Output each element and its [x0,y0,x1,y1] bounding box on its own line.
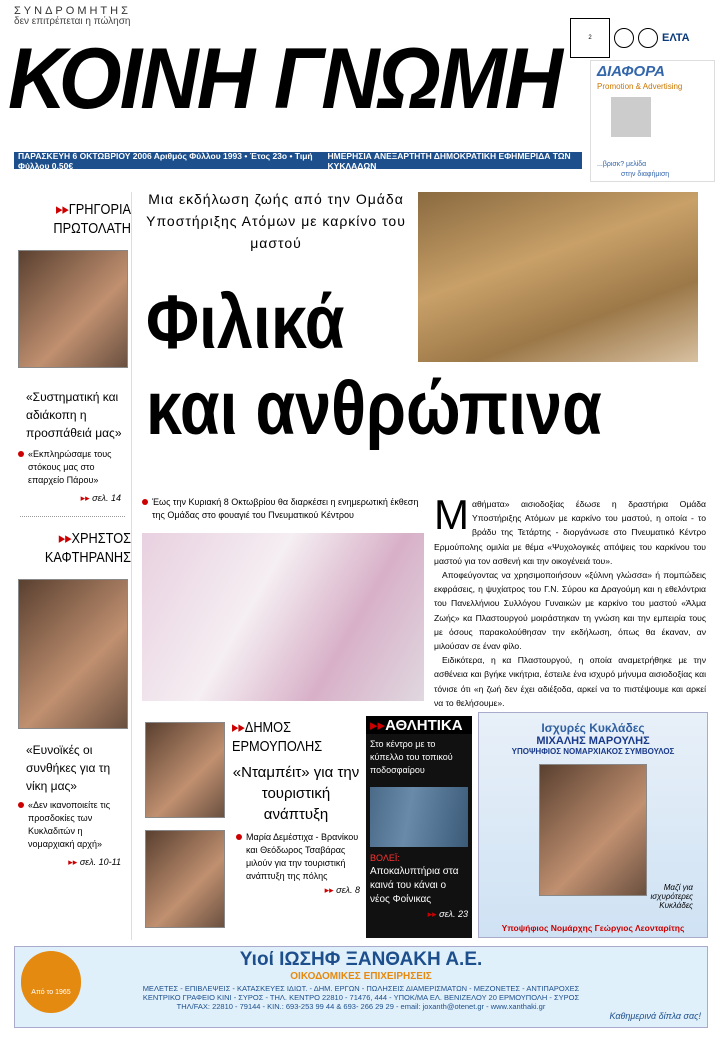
exhibition-photo [142,533,424,701]
publisher-logos [570,18,690,58]
athletics-text2: Αποκαλυπτήρια στα καινά του κάναι ο νέος Φοίνικας [370,866,459,905]
ad-sub: Promotion & Advertising [597,82,683,91]
bullet-1: «Εκπληρώσαμε τους στόκους μας στο επαρχείο Πάρου» [14,448,131,487]
divider [20,516,125,517]
candidate-slogan: Ισχυρές Κυκλάδες [541,721,645,735]
badge-logo: Από το 1965 [21,951,81,1013]
columnist-photo-1 [18,250,128,368]
quote-2: «Ευνοϊκές οι συνθήκες για τη νίκη μας» [26,743,111,793]
ad-line2: ΚΕΝΤΡΙΚΟ ΓΡΑΦΕΙΟ ΚΙΝΙ - ΣΥΡΟΣ - ΤΗΛ. ΚΕΝΤΡΟ 22810 - 71476, 444 - ΥΠΟΚ/ΜΑ ΕΛ. ΒΕΝΙΖΕΛΟΥ 20 ΕΡΜΟΥΠΟΛΗ - ΣΥΡΟΣ [142,993,580,1002]
para-3: Ειδικότερα, η κα Πλαστουργού, η οποία αναμετρήθηκε με την ασθένεια και βγήκε νικήτρια, έστειλε ένα ισχυρό μήνυμα αισιοδοξίας και τόνισε ότι «η ζωή δεν έχει αδιέξοδα, αρκεί να το πιστέψουμε και αρκεί να το θελήσουμε». [434,655,706,708]
bullet-2: «Δεν ικανοποιείτε τις προσδοκίες των Κυκλαδιτών η νομαρχιακή αρχή» [14,799,131,851]
dimos-headline: «Νταμπέιτ» για την τουριστική ανάπτυξη [232,764,360,823]
ref-1[interactable]: ▸▸ σελ. 14 [80,493,121,503]
ad-subtitle: ΟΙΚΟΔΟΜΙΚΕΣ ΕΠΙΧΕΙΡΗΣΕΙΣ [290,971,432,982]
ad-brand: ΔΙΑΦΟΡΑ [597,63,665,80]
lead-headline [146,280,602,452]
tagline: ΗΜΕΡΗΣΙΑ ΑΝΕΞΑΡΤΗΤΗ ΔΗΜΟΚΡΑΤΙΚΗ ΕΦΗΜΕΡΙΔΑ ΤΩΝ ΚΥΚΛΑΔΩΝ [327,150,571,171]
tsavaras-photo [145,830,225,928]
quote-1: «Συστηματική και αδιάκοπη η προσπάθειά μας» [26,390,122,440]
columnist-name-2: ▸▸ΧΡΗΣΤΟΣ ΚΑΦΤΗΡΑΝΗΣ [44,530,131,566]
volley-photo [370,787,468,847]
lead-body [434,491,706,724]
dimos-bullet: Μαρία Δεμέστιχα - Βρανίκου και Θεόδωρος Τσαβάρας μιλούν για την τουριστική ανάπτυξη της πόλης [232,831,360,883]
box-graphic [611,97,651,137]
candidate-photo [539,764,647,896]
candidate-note: Μαζί για ισχυρότερες Κυκλάδες [650,883,693,910]
athletics-section [366,716,472,938]
dimos-ref[interactable]: ▸▸ σελ. 8 [324,885,360,895]
para-2: Αποφεύγοντας να χρησιμοποιήσουν «ξύλινη γλώσσα» ή πομπώδεις εκφράσεις, η ψυχίατρος του Γ.Ν. Σύρου κα Δραγούμη και η εθελόντρια του Πανελλήνιου Συλλόγου Γυναικών με καρκίνο του μαστού «Άλμα Ζωής» κα Πλαστουργού μοιράστηκαν τη γνώση και την εμπειρία τους με όσους παρακολούθησαν την εκδήλωση, όπως θα έκαναν, αν μιλούσαν σε έναν φίλο. [434,570,706,652]
athletics-ref[interactable]: ▸▸ σελ. 23 [427,909,468,919]
candidate-role: ΥΠΟΨΗΦΙΟΣ ΝΟΜΑΡΧΙΑΚΟΣ ΣΥΜΒΟΥΛΟΣ [511,747,675,756]
headline-line1: Φιλικά [146,280,345,365]
dateline-bar [14,152,582,169]
ad-title: Υιοί ΙΩΣΗΦ ΞΑΝΘΑΚΗ Α.Ε. [239,949,483,970]
sidebar [14,192,132,940]
dimos-label: ▸▸ΔΗΜΟΣ ΕΡΜΟΥΠΟΛΗΣ [232,719,323,755]
stamp-logo [638,28,658,48]
lead-kicker: Μια εκδήλωση ζωής από την Ομάδα Υποστήριξης Ατόμων με καρκίνο του μαστού [146,191,406,251]
athletics-label: ▸▸ΑΘΛΗΤΙΚΑ [366,716,472,734]
columnist-photo-2 [18,579,128,729]
para-1: αθήματα» αισιοδοξίας έδωσε η δραστήρια Ομάδα Υποστήριξης Ατόμων με καρκίνο του μαστού, η οποία - το βράδυ της Τετάρτης - διοργάνωσε στο Πνευματικό Κέντρο Ερμούπολης ομιλία με θέμα «Ψυχολογικές απόψεις του καρκίνου του μαστού για τον ασθενή και την οικογένειά του». [434,499,706,566]
dateline: ΠΑΡΑΣΚΕΥΗ 6 ΟΚΤΩΒΡΙΟΥ 2006 Αριθμός Φύλλου 1993 • Έτος 23ο • Τιμή Φύλλου 0,50€ [18,150,313,171]
ad-slogan: Καθημερινά δίπλα σας! [609,1011,701,1021]
diafora-ad[interactable] [590,60,715,182]
masthead-title: ΚΟΙΝΗ ΓΝΩΜΗ [8,31,561,127]
ad-line1: ΜΕΛΕΤΕΣ - ΕΠΙΒΛΕΨΕΙΣ - ΚΑΤΑΣΚΕΥΕΣ ΙΔΙΩΤ. - ΔΗΜ. ΕΡΓΩΝ - ΠΩΛΗΣΕΙΣ ΔΙΑΜΕΡΙΣΜΑΤΩΝ - ΜΕΖΟΝΕΤΕΣ - ΑΝΤΙΠΑΡΟΧΕΣ [142,984,580,993]
permit-box: 2 [570,18,610,58]
ad-foot1: ...βρισκ? μελίδα [597,161,647,168]
candidate-name: ΜΙΧΑΛΗΣ ΜΑΡΟΥΛΗΣ [536,735,650,747]
athletics-text1: Στο κέντρο με το κύπελλο του τοπικού ποδοσφαίρου [370,739,453,775]
lead-caption: Έως την Κυριακή 8 Οκτωβρίου θα διαρκέσει η ενημερωτική έκθεση της Ομάδας στο φουαγιέ του Πνευματικού Κέντρου [140,496,430,522]
dimos-section [232,718,360,896]
headline-line2: και ανθρώπινα [146,366,602,451]
ad-foot2: στην διαφήμιση [621,171,670,178]
candidate-footer: Υποψήφιος Νομάρχης Γεώργιος Λεονταρίτης [501,923,685,933]
subscriber-label: ΣΥΝΔΡΟΜΗΤΗΣ [14,5,131,17]
candidate-ad[interactable] [478,712,708,938]
subscriber-note: δεν επιτρέπεται η πώληση [14,16,131,27]
ref-2[interactable]: ▸▸ σελ. 10-11 [68,857,121,867]
athletics-tag: ΒΟΛΕΪ: [370,853,400,863]
seal-logo [614,28,634,48]
columnist-name-1: ▸▸ΓΡΗΓΟΡΙΑ ΠΡΩΤΟΛΑΤΗ [53,201,131,237]
xanthakis-ad[interactable] [14,946,708,1028]
demestixa-photo [145,722,225,818]
ad-line3: ΤΗΛ/FAX: 22810 - 79144 - ΚΙΝ.: 693-253 99 44 & 693- 266 29 29 - email: joxanth@otenet.gr - www.xanthaki.gr [176,1002,546,1011]
elta-logo: ΕΛΤΑ [662,32,690,44]
dropcap: Μ [434,491,469,538]
